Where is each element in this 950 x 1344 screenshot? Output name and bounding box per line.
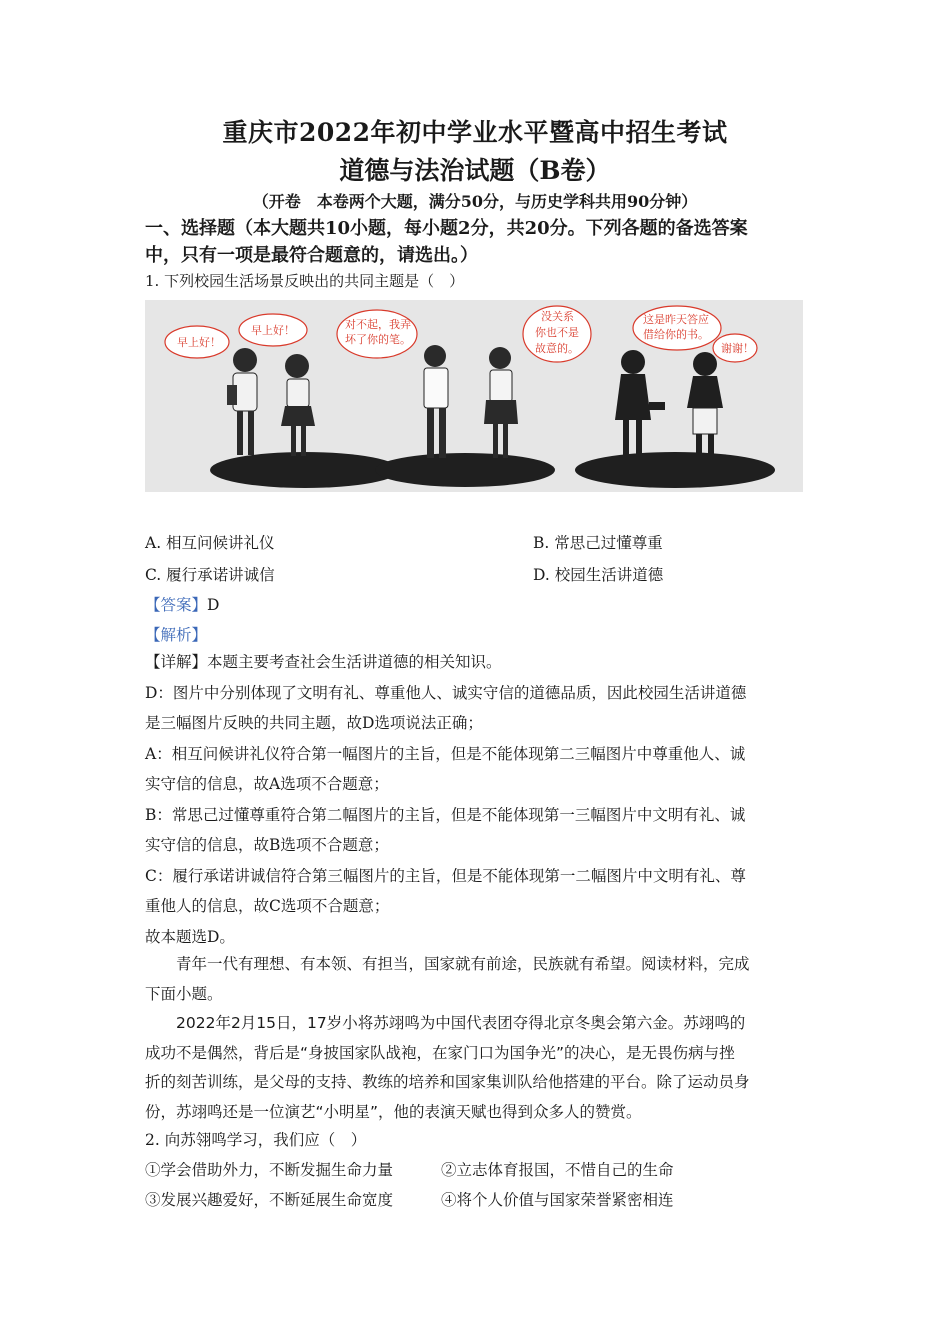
bubble-text-6: 你也不是 xyxy=(535,326,579,339)
bubble-text-8: 这是昨天答应 xyxy=(643,313,709,326)
detail-explanation xyxy=(145,647,805,952)
detail-line: A：相互问候讲礼仪符合第一幅图片的主旨，但是不能体现第二三幅图片中尊重他人、诚 xyxy=(145,744,746,763)
answer-tag: 【答案】 xyxy=(145,596,208,614)
material-para1-line1: 青年一代有理想、有本领、有担当，国家就有前途，民族就有希望。阅读材料，完成 xyxy=(176,955,750,973)
scene3-platform xyxy=(575,452,775,488)
material-para2-line2: 成功不是偶然，背后是“身披国家队战袍，在家门口为国争光”的决心，是无畏伤病与挫 xyxy=(145,1043,735,1062)
question-1-stem: 1. 下列校园生活场景反映出的共同主题是（ ） xyxy=(145,272,465,290)
bubble-text-3: 对不起，我弄 xyxy=(345,318,411,331)
answer-value: D xyxy=(207,596,220,614)
analysis-tag: 【解析】 xyxy=(145,626,208,644)
detail-line: 【详解】本题主要考查社会生活讲道德的相关知识。 xyxy=(145,653,502,671)
detail-line: 实守信的信息，故B选项不合题意； xyxy=(145,836,389,854)
bubble-text-4: 坏了你的笔。 xyxy=(345,333,411,346)
statement-1: ①学会借助外力，不断发掘生命力量 xyxy=(145,1161,394,1179)
exam-note: （开卷 本卷两个大题，满分50分，与历史学科共用90分钟） xyxy=(252,192,698,211)
material-para2-line4: 份，苏翊鸣还是一位演艺“小明星”，他的表演天赋也得到众多人的赞赏。 xyxy=(145,1102,642,1121)
option-c: C. 履行承诺讲诚信 xyxy=(145,566,275,584)
bubble-text-5: 没关系 xyxy=(541,310,574,323)
material-para2-line1: 2022年2月15日，17岁小将苏翊鸣为中国代表团夺得北京冬奥会第六金。苏翊鸣的 xyxy=(176,1014,746,1032)
detail-line: 重他人的信息，故C选项不合题意； xyxy=(145,897,390,915)
detail-line: B：常思己过懂尊重符合第二幅图片的主旨，但是不能体现第一三幅图片中文明有礼、诚 xyxy=(145,805,746,824)
detail-line: 是三幅图片反映的共同主题，故D选项说法正确； xyxy=(145,714,483,732)
option-a: A. 相互问候讲礼仪 xyxy=(145,534,275,552)
exam-subtitle: 道德与法治试题（B卷） xyxy=(339,156,611,185)
bubble-text-2: 早上好！ xyxy=(251,324,295,337)
campus-scenes-figure xyxy=(145,300,803,492)
statement-2: ②立志体育报国，不惜自己的生命 xyxy=(441,1161,674,1179)
statement-3: ③发展兴趣爱好，不断延展生命宽度 xyxy=(145,1191,394,1209)
detail-line: D：图片中分别体现了文明有礼、尊重他人、诚实守信的道德品质，因此校园生活讲道德 xyxy=(145,683,747,702)
bubble-text-9: 借给你的书。 xyxy=(643,328,709,341)
detail-line: 实守信的信息，故A选项不合题意； xyxy=(145,775,389,793)
material-para2-line3: 折的刻苦训练，是父母的支持、教练的培养和国家集训队给他搭建的平台。除了运动员身 xyxy=(145,1073,750,1091)
section-heading-line2: 中，只有一项是最符合题意的，请选出。） xyxy=(145,245,478,266)
section-heading-line1: 一、选择题（本大题共10小题，每小题2分，共20分。下列各题的备选答案 xyxy=(145,218,748,239)
bubble-text-1: 早上好！ xyxy=(177,336,221,349)
option-b: B. 常思己过懂尊重 xyxy=(533,534,663,552)
statement-4: ④将个人价值与国家荣誉紧密相连 xyxy=(441,1191,674,1209)
option-d: D. 校园生活讲道德 xyxy=(533,566,664,584)
exam-title: 重庆市2022年初中学业水平暨高中招生考试 xyxy=(222,118,728,147)
answer-line xyxy=(145,593,219,615)
detail-line: C：履行承诺讲诚信符合第三幅图片的主旨，但是不能体现第一二幅图片中文明有礼、尊 xyxy=(145,866,746,885)
question-2-stem: 2. 向苏翎鸣学习，我们应（ ） xyxy=(145,1131,367,1149)
bubble-text-10: 谢谢！ xyxy=(721,342,754,355)
detail-line: 故本题选D。 xyxy=(145,927,235,946)
reading-material xyxy=(145,950,805,1127)
scene2-platform xyxy=(375,453,555,487)
material-para1-line2: 下面小题。 xyxy=(145,984,223,1003)
bubble-text-7: 故意的。 xyxy=(535,342,579,355)
scene1-platform xyxy=(210,452,400,488)
